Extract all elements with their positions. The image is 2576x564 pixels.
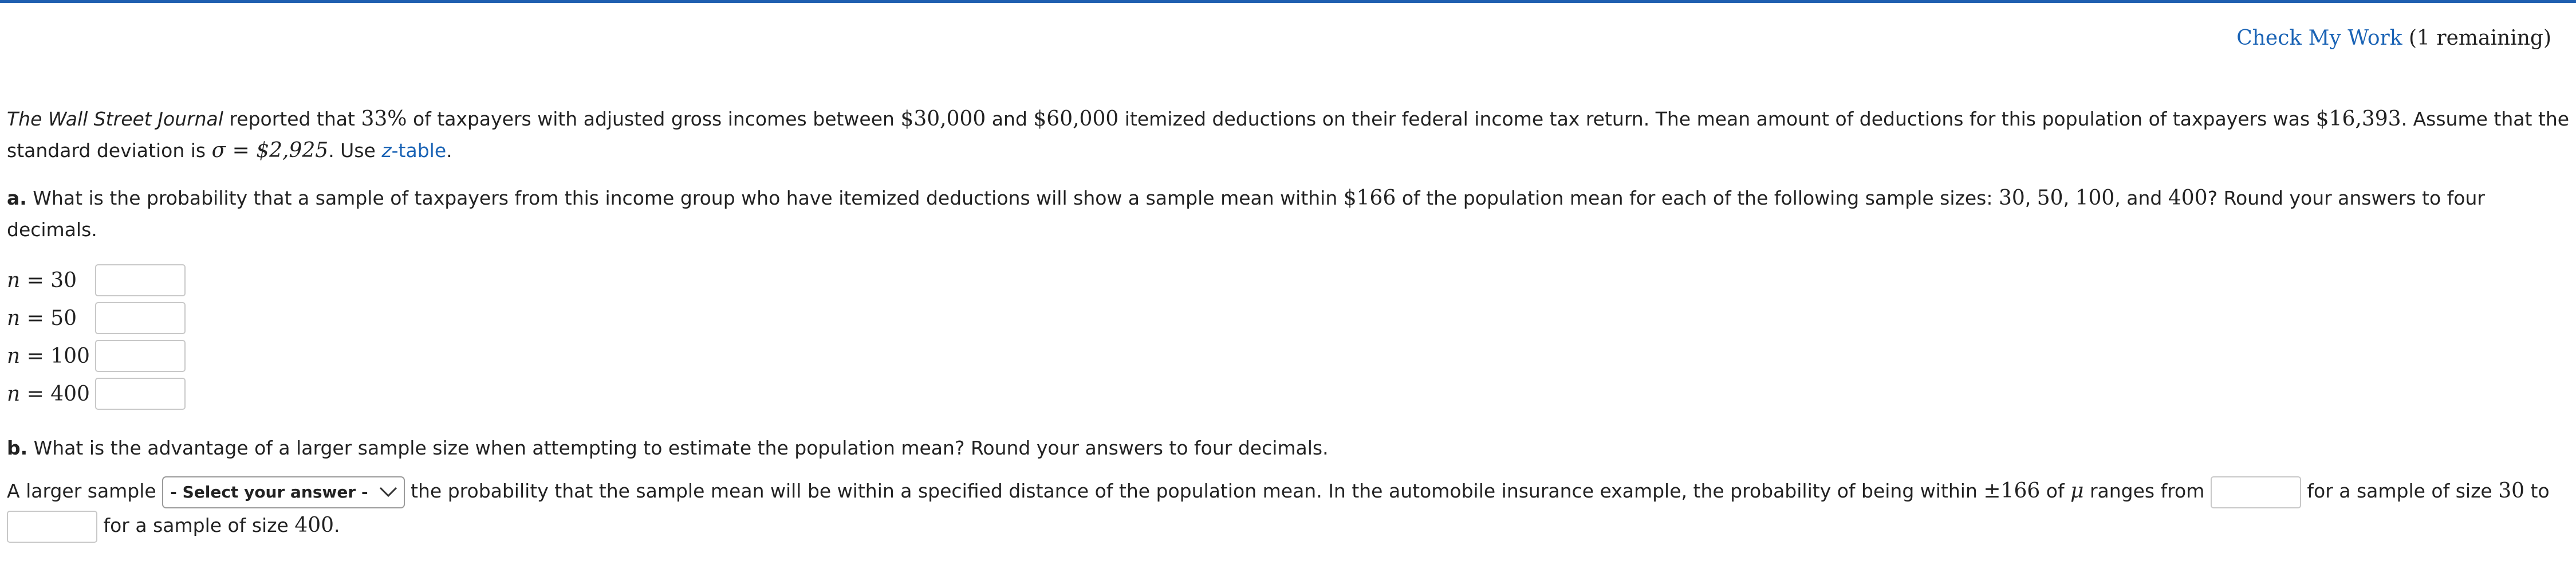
part-b-text: A larger sample (7, 480, 163, 502)
sigma-value: σ = $2,925 (211, 139, 329, 162)
part-a-text: ? Round your answers to four decimals. (7, 187, 2485, 241)
row-label-n100: n = 100 (7, 344, 90, 368)
part-b-question (7, 432, 2573, 464)
check-my-work-link[interactable]: Check My Work (2236, 26, 2402, 50)
answer-select[interactable] (162, 476, 404, 508)
part-a-question (7, 182, 2573, 245)
check-my-work (2236, 26, 2551, 50)
size-100: 100 (2075, 186, 2115, 210)
intro-text: reported that (223, 108, 361, 130)
question-content (7, 103, 2573, 543)
intro-paragraph (7, 103, 2573, 166)
income-high: $60,000 (1033, 107, 1119, 131)
intro-text: itemized deductions on their federal income tax return. The mean amount of deductions for this population of taxpayers was (1118, 108, 2316, 130)
answer-input-n30[interactable] (95, 264, 186, 296)
part-b-text: of (2040, 480, 2071, 502)
probability-to-input[interactable] (7, 511, 97, 543)
income-low: $30,000 (900, 107, 986, 131)
part-a-text: , and (2114, 187, 2168, 209)
intro-text: . Assume that the standard deviation is (7, 108, 2570, 162)
part-b-text: for a sample of size (97, 514, 295, 536)
part-b-text: to (2524, 480, 2550, 502)
intro-text: . Use (328, 139, 382, 162)
top-border (0, 0, 2576, 3)
intro-text: . (446, 139, 452, 162)
percent-value: 33% (361, 107, 407, 131)
size-value-400: 400 (294, 514, 334, 537)
size-400: 400 (2168, 186, 2208, 210)
answer-row-n30 (7, 261, 2573, 299)
part-b-answer-line-2 (7, 508, 2573, 543)
answer-row-n50 (7, 299, 2573, 337)
z-table-link[interactable]: z-table (381, 139, 447, 162)
within-value: $166 (1343, 186, 1396, 210)
probability-from-input[interactable] (2211, 476, 2301, 508)
intro-text: of taxpayers with adjusted gross incomes between (407, 108, 901, 130)
part-a-text: , (2024, 187, 2037, 209)
part-b-text: . (334, 514, 340, 536)
part-a-label: a. (7, 187, 27, 209)
part-a-text: What is the probability that a sample of taxpayers from this income group who have itemized deductions will show a sample mean within (26, 187, 1344, 209)
answer-rows (7, 261, 2573, 413)
answer-row-n400 (7, 375, 2573, 413)
answer-row-n100 (7, 337, 2573, 375)
size-30: 30 (1998, 186, 2025, 210)
answer-input-n400[interactable] (95, 378, 186, 410)
mu-symbol: μ (2070, 479, 2084, 503)
journal-name: The Wall Street Journal (7, 108, 223, 130)
part-b-answer-line (7, 474, 2573, 508)
intro-text: and (986, 108, 1034, 130)
part-b-text: ranges from (2083, 480, 2211, 502)
size-value-30: 30 (2498, 479, 2525, 503)
row-label-n30: n = 30 (7, 268, 77, 292)
chevron-down-icon (379, 475, 398, 510)
row-label-n50: n = 50 (7, 306, 77, 330)
part-b-text: for a sample of size (2301, 480, 2499, 502)
check-remaining: (1 remaining) (2409, 26, 2551, 50)
part-b-label: b. (7, 437, 28, 459)
part-b-text: the probability that the sample mean will be within a specified distance of the population mean. In the automobile insurance example, the probability of being within (404, 480, 1984, 502)
size-50: 50 (2037, 186, 2063, 210)
mean-value: $16,393 (2315, 107, 2401, 131)
answer-input-n50[interactable] (95, 302, 186, 334)
part-a-text: , (2063, 187, 2075, 209)
select-value: - Select your answer - (170, 482, 368, 502)
answer-input-n100[interactable] (95, 340, 186, 372)
row-label-n400: n = 400 (7, 382, 90, 406)
part-a-text: of the population mean for each of the following sample sizes: (1396, 187, 1999, 209)
plus-minus-value: ±166 (1983, 479, 2041, 503)
part-b-text: What is the advantage of a larger sample size when attempting to estimate the population mean? Round your answers to four decimals. (27, 437, 1329, 459)
